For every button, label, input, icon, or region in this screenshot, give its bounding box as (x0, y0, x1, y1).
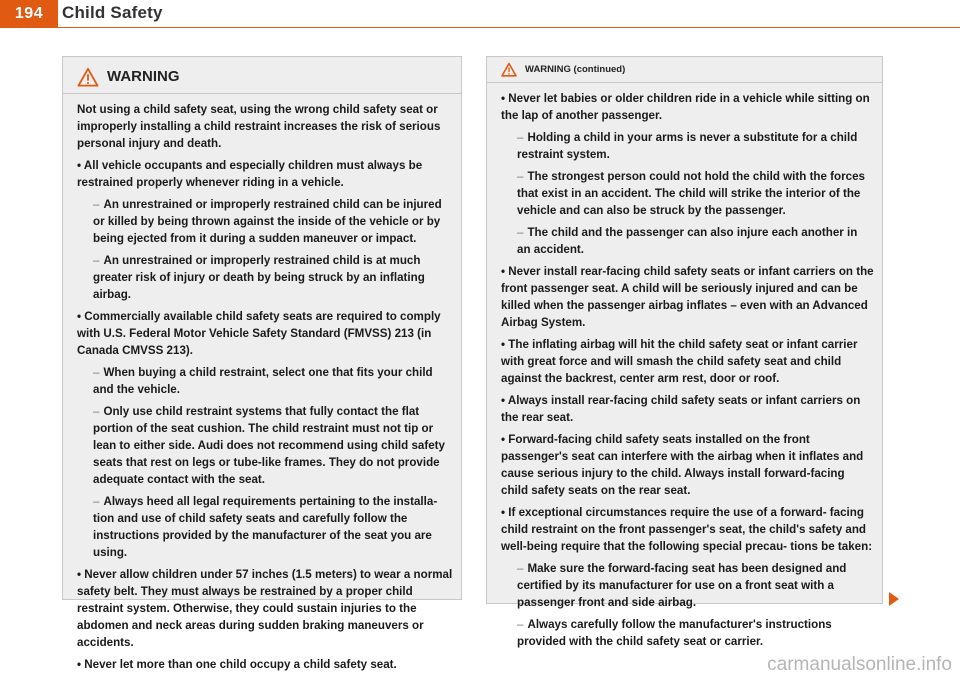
dash-icon: – (517, 170, 524, 183)
dash-item (77, 364, 453, 398)
warning-triangle-icon (501, 62, 517, 77)
item-text: Never let babies or older children ride in a vehicle while sitting on the lap of another passenger. (501, 92, 870, 122)
warning-title: WARNING (107, 68, 180, 85)
dash-icon: – (517, 618, 524, 631)
item-text: Never allow children under 57 inches (1.5 meters) to wear a normal safety belt. They must always be restrained by a proper child restraint system. Otherwise, they could sustain injuries to the abdomen and neck areas during sudden braking maneuvers or accidents. (77, 568, 453, 649)
continue-arrow-icon[interactable] (889, 592, 899, 606)
item-text: Holding a child in your arms is never a substitute for a child restraint system. (517, 131, 858, 161)
bullet-item (501, 392, 874, 426)
warning-header (487, 57, 882, 83)
dash-item (77, 196, 453, 247)
bullet-item (501, 263, 874, 331)
bullet-item (77, 566, 453, 651)
item-text: Never install rear-facing child safety seats or infant carriers on the front passenger seat. A child will be seriously injured and can be killed when the passenger airbag inflates – even with an Advanced Airbag System. (501, 265, 874, 329)
bullet-item (77, 656, 453, 673)
dash-item (77, 403, 453, 488)
warning-header (63, 57, 461, 94)
bullet-item (501, 504, 874, 555)
dash-item (501, 560, 874, 611)
dash-icon: – (93, 366, 100, 379)
bullet-icon: • (501, 506, 509, 519)
warning-title: WARNING (continued) (525, 64, 626, 75)
bullet-icon: • (501, 338, 509, 351)
bullet-item (77, 157, 453, 191)
warning-box-right (486, 56, 883, 648)
item-text: The inflating airbag will hit the child safety seat or infant carrier with great force and will smash the child safety seat and child against the backrest, center arm rest, door or roof. (501, 338, 858, 385)
dash-icon: – (517, 226, 524, 239)
warning-triangle-icon (77, 67, 99, 87)
item-text: An unrestrained or improperly restrained child is at much greater risk of injury or death by being struck by an inflating airbag. (93, 254, 425, 301)
watermark: carmanualsonline.info (767, 654, 952, 675)
item-text: Always heed all legal requirements pertaining to the installa- tion and use of child safety seats and carefully follow the instructions provided by the manufacturer of the seat you are using. (93, 495, 438, 559)
bullet-icon: • (501, 433, 509, 446)
paragraph-list (501, 90, 874, 650)
bullet-icon: • (77, 568, 85, 581)
item-text: All vehicle occupants and especially children must always be restrained properly whenever riding in a vehicle. (77, 159, 423, 189)
dash-item (501, 168, 874, 219)
dash-icon: – (93, 198, 100, 211)
dash-icon: – (93, 405, 100, 418)
bullet-icon: • (501, 265, 509, 278)
item-text: An unrestrained or improperly restrained child can be injured or killed by being thrown against the inside of the vehicle or by being ejected from it during a sudden maneuver or impact. (93, 198, 442, 245)
bullet-icon: • (77, 658, 85, 671)
item-text: Always carefully follow the manufacturer's instructions provided with the child safety seat or carrier. (517, 618, 832, 648)
item-text: Commercially available child safety seats are required to comply with U.S. Federal Motor Vehicle Safety Standard (FMVSS) 213 (in Canada CMVSS 213). (77, 310, 441, 357)
dash-item (77, 252, 453, 303)
bullet-item (501, 431, 874, 499)
bullet-icon: • (501, 92, 509, 105)
item-text: Not using a child safety seat, using the wrong child safety seat or improperly installing a child restraint increases the risk of serious personal injury and death. (77, 103, 441, 150)
item-text: Make sure the forward-facing seat has been designed and certified by its manufacturer for use on a front seat with a passenger front and side airbag. (517, 562, 847, 609)
item-text: When buying a child restraint, select one that fits your child and the vehicle. (93, 366, 433, 396)
bullet-icon: • (77, 310, 85, 323)
bullet-icon: • (501, 394, 508, 407)
item-text: Only use child restraint systems that fully contact the flat portion of the seat cushion. The child restraint must not tip or lean to either side. Audi does not recommend using child safety seats that rest on legs or tube-like frames. They do not provide adequate contact with the seat. (93, 405, 445, 486)
dash-icon: – (517, 562, 524, 575)
paragraph (77, 101, 453, 152)
warning-box-left (62, 56, 462, 671)
item-text: If exceptional circumstances require the use of a forward- facing child restraint on the front passenger's seat, the child's safety and well-being require that the following special precau- tions be taken: (501, 506, 873, 553)
item-text: The child and the passenger can also injure each another in an accident. (517, 226, 858, 256)
paragraph-list (77, 101, 453, 673)
dash-icon: – (93, 495, 100, 508)
dash-item (501, 616, 874, 650)
item-text: The strongest person could not hold the child with the forces that exist in an accident. The child will strike the interior of the vehicle and can also be struck by the passenger. (517, 170, 865, 217)
item-text: Forward-facing child safety seats installed on the front passenger's seat can interfere with the airbag when it inflates and cause serious injury to the child. Always install forward-facing child safety seats on the rear seat. (501, 433, 864, 497)
dash-item (77, 493, 453, 561)
item-text: Never let more than one child occupy a child safety seat. (84, 658, 397, 671)
page-number: 194 (0, 0, 58, 28)
bullet-item (77, 308, 453, 359)
dash-icon: – (517, 131, 524, 144)
dash-icon: – (93, 254, 100, 267)
item-text: Always install rear-facing child safety seats or infant carriers on the rear seat. (501, 394, 861, 424)
bullet-icon: • (77, 159, 84, 172)
bullet-item (501, 336, 874, 387)
dash-item (501, 129, 874, 163)
section-title: Child Safety (62, 3, 163, 22)
bullet-item (501, 90, 874, 124)
dash-item (501, 224, 874, 258)
header-rule (58, 27, 960, 28)
